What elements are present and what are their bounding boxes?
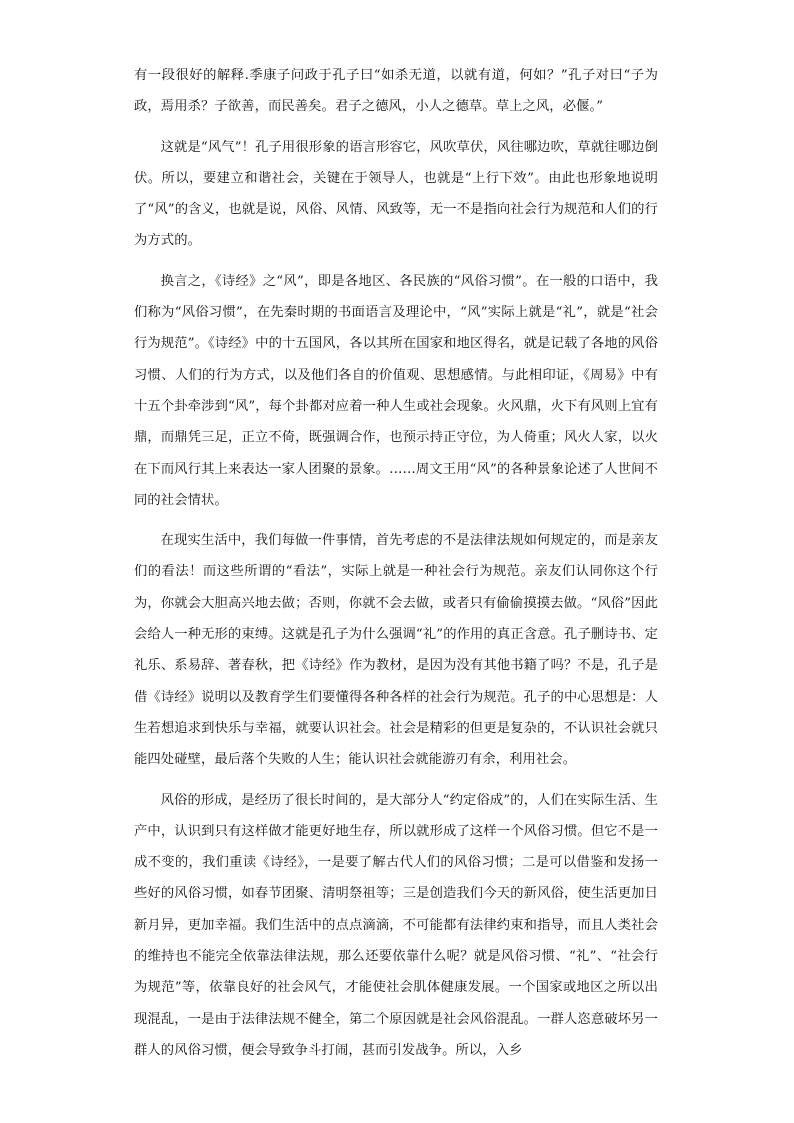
paragraph-5: 风俗的形成，是经历了很长时间的，是大部分人“约定俗成”的，人们在实际生活、生产中，认识到只有这样做才能更好地生存，所以就形成了这样一个风俗习惯。但它不是一成不变的，我们重读《诗经》，一是要了解古代人们的风俗习惯；二是可以借鉴和发扬一些好的风俗习惯，如春节团聚、清明祭祖等；三是创造我们今天的新风俗，使生活更加日新月异，更加幸福。我们生活中的点点滴滴，不可能都有法律约束和指导，而且人类社会的维持也不能完全依靠法律法规，那么还要依靠什么呢？就是风俗习惯、“礼”、“社会行为规范”等，依靠良好的社会风气，才能使社会肌体健康发展。一个国家或地区之所以出现混乱，一是由于法律法规不健全，第二个原因就是社会风俗混乱。一群人恣意破坏另一群人的风俗习惯，便会导致争斗打闹，甚而引发战争。所以，入乡 — [134, 792, 658, 1058]
paragraph-3: 换言之，《诗经》之“风”，即是各地区、各民族的“风俗习惯”。在一般的口语中，我们称为“风俗习惯”，在先秦时期的书面语言及理论中，“风”实际上就是“礼”，就是“社会行为规范”。《诗经》中的十五国风，各以其所在国家和地区得名，就是记载了各地的风俗习惯、人们的行为方式，以及他们各自的价值观、思想感情。与此相印证，《周易》中有十五个卦牵涉到“风”，每个卦都对应着一种人生或社会现象。火风鼎，火下有风则上宜有鼎，而鼎凭三足，正立不倚，既强调合作，也预示持正守位，为人倚重；风火人家，以火在下而风行其上来表达一家人团聚的景象。……周文王用“风”的各种景象论述了人世间不同的社会情状。 — [134, 273, 658, 508]
paragraph-2: 这就是“风气”！孔子用很形象的语言形容它，风吹草伏，风往哪边吹，草就往哪边倒伏。所以，要建立和谐社会，关键在于领导人，也就是“上行下效”。由此也形象地说明了“风”的含义，也就是说，风俗、风情、风致等，无一不是指向社会行为规范和人们的行为方式的。 — [134, 139, 658, 249]
paragraph-1: 有一段很好的解释.季康子问政于孔子曰“如杀无道，以就有道，何如？”孔子对曰“子为政，焉用杀？子欲善，而民善矣。君子之德风，小人之德草。草上之风，必偃。” — [134, 68, 658, 115]
paragraph-4: 在现实生活中，我们每做一件事情，首先考虑的不是法律法规如何规定的，而是亲友们的看法！而这些所谓的“看法”，实际上就是一种社会行为规范。亲友们认同你这个行为，你就会大胆高兴地去做；否则，你就不会去做，或者只有偷偷摸摸去做。“风俗”因此会给人一种无形的束缚。这就是孔子为什么强调“礼”的作用的真正含意。孔子删诗书、定礼乐、系易辞、著春秋，把《诗经》作为教材，是因为没有其他书籍了吗？不是，孔子是借《诗经》说明以及教育学生们要懂得各种各样的社会行为规范。孔子的中心思想是：人生若想追求到快乐与幸福，就要认识社会。社会是精彩的但更是复杂的，不认识社会就只能四处碰壁，最后落个失败的人生；能认识社会就能游刃有余，利用社会。 — [134, 533, 658, 768]
article-body — [134, 60, 658, 1075]
